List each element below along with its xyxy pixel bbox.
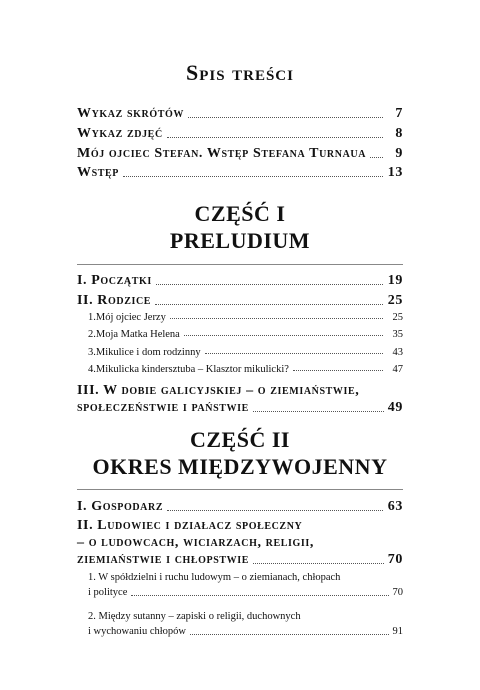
toc-entry-label: Wykaz zdjęć bbox=[77, 126, 163, 141]
part-heading-2 bbox=[0, 426, 480, 480]
part-number: CZĘŚĆ I bbox=[194, 201, 286, 226]
toc-page-number: 19 bbox=[387, 273, 403, 288]
toc-entry-label: społeczeństwie i państwie bbox=[77, 400, 249, 415]
toc-entry-chapter[interactable] bbox=[77, 517, 403, 568]
toc-page-number: 49 bbox=[387, 400, 403, 415]
toc-entry-introduction[interactable] bbox=[77, 165, 403, 181]
toc-entry-label: i polityce bbox=[88, 587, 128, 598]
part-title: PRELUDIUM bbox=[169, 228, 311, 253]
toc-page-number: 47 bbox=[392, 364, 403, 375]
toc-entry-label: ziemiaństwie i chłopstwie bbox=[77, 552, 250, 567]
toc-entry-last-line bbox=[88, 624, 403, 639]
leader-dots bbox=[170, 318, 383, 319]
toc-entry-label: 3.Mikulice i dom rodzinny bbox=[88, 347, 201, 358]
leader-dots bbox=[167, 510, 383, 511]
toc-page-number: 25 bbox=[387, 293, 403, 308]
toc-entry-subsection[interactable] bbox=[88, 609, 403, 639]
toc-entry-label: 2.Moja Matka Helena bbox=[88, 329, 180, 340]
toc-page-number: 91 bbox=[392, 626, 403, 637]
divider bbox=[77, 489, 403, 490]
toc-entry-foreword[interactable] bbox=[77, 146, 403, 162]
leader-dots bbox=[293, 370, 383, 371]
toc-entry-abbreviations[interactable] bbox=[77, 106, 403, 122]
toc-entry-label: I. Początki bbox=[77, 273, 152, 288]
toc-entry-label: 2. Między sutanny – zapiski o religii, duchownych bbox=[88, 611, 301, 622]
page-title: Spis treści bbox=[186, 60, 294, 85]
part-title: OKRES MIĘDZYWOJENNY bbox=[92, 454, 388, 479]
leader-dots bbox=[190, 634, 389, 635]
toc-entry-last-line bbox=[88, 585, 403, 600]
leader-dots bbox=[188, 117, 383, 118]
toc-entry-label: 1.Mój ojciec Jerzy bbox=[88, 312, 166, 323]
toc-entry-label: Mój ojciec Stefan. Wstęp Stefana Turnaua bbox=[77, 146, 367, 161]
toc-entry-chapter[interactable] bbox=[77, 499, 403, 515]
toc-page-number: 8 bbox=[395, 126, 403, 141]
leader-dots bbox=[155, 304, 383, 305]
toc-entry-label: II. Rodzice bbox=[77, 293, 152, 308]
toc-entry-chapter[interactable] bbox=[77, 273, 403, 289]
leader-dots bbox=[167, 137, 383, 138]
toc-entry-chapter[interactable] bbox=[77, 293, 403, 309]
divider bbox=[77, 264, 403, 265]
leader-dots bbox=[205, 353, 383, 354]
toc-entry-last-line bbox=[77, 551, 403, 568]
toc-entry-label: Wstęp bbox=[77, 165, 120, 180]
leader-dots bbox=[156, 284, 383, 285]
toc-page-number: 13 bbox=[387, 165, 403, 180]
toc-entry-label: III. W dobie galicyjskiej – o ziemiaństwie, bbox=[77, 383, 360, 398]
toc-page-number: 70 bbox=[387, 552, 403, 567]
toc-entry-subsection[interactable] bbox=[88, 570, 403, 600]
toc-entry-label: – o ludowcach, wiciarzach, religii, bbox=[77, 535, 314, 550]
leader-dots bbox=[184, 335, 383, 336]
toc-page-number: 43 bbox=[392, 347, 403, 358]
toc-entry-subsection[interactable] bbox=[88, 364, 403, 375]
toc-entry-photos[interactable] bbox=[77, 126, 403, 142]
leader-dots bbox=[123, 176, 383, 177]
toc-entry-subsection[interactable] bbox=[88, 329, 403, 340]
leader-dots bbox=[253, 411, 384, 412]
toc-page-number: 25 bbox=[392, 312, 403, 323]
toc-entry-label: II. Ludowiec i działacz społeczny bbox=[77, 518, 303, 533]
toc-entry-label: 1. W spółdzielni i ruchu ludowym – o ziemianach, chłopach bbox=[88, 572, 341, 583]
toc-entry-subsection[interactable] bbox=[88, 312, 403, 323]
toc-page-number: 35 bbox=[392, 329, 403, 340]
part-number: CZĘŚĆ II bbox=[190, 427, 290, 452]
leader-dots bbox=[370, 157, 383, 158]
leader-dots bbox=[253, 563, 384, 564]
toc-entry-label: i wychowaniu chłopów bbox=[88, 626, 186, 637]
toc-page-number: 7 bbox=[395, 106, 403, 121]
toc-entry-label: 4.Mikulicka kindersztuba – Klasztor mikulicki? bbox=[88, 364, 289, 375]
toc-page-number: 9 bbox=[395, 146, 403, 161]
toc-entry-label: Wykaz skrótów bbox=[77, 106, 184, 121]
toc-page-number: 63 bbox=[387, 499, 403, 514]
toc-entry-chapter[interactable] bbox=[77, 382, 403, 416]
part-heading-1 bbox=[0, 200, 480, 254]
leader-dots bbox=[131, 595, 388, 596]
toc-entry-last-line bbox=[77, 399, 403, 416]
toc-entry-label: I. Gospodarz bbox=[77, 499, 164, 514]
toc-entry-subsection[interactable] bbox=[88, 347, 403, 358]
toc-page-number: 70 bbox=[392, 587, 403, 598]
